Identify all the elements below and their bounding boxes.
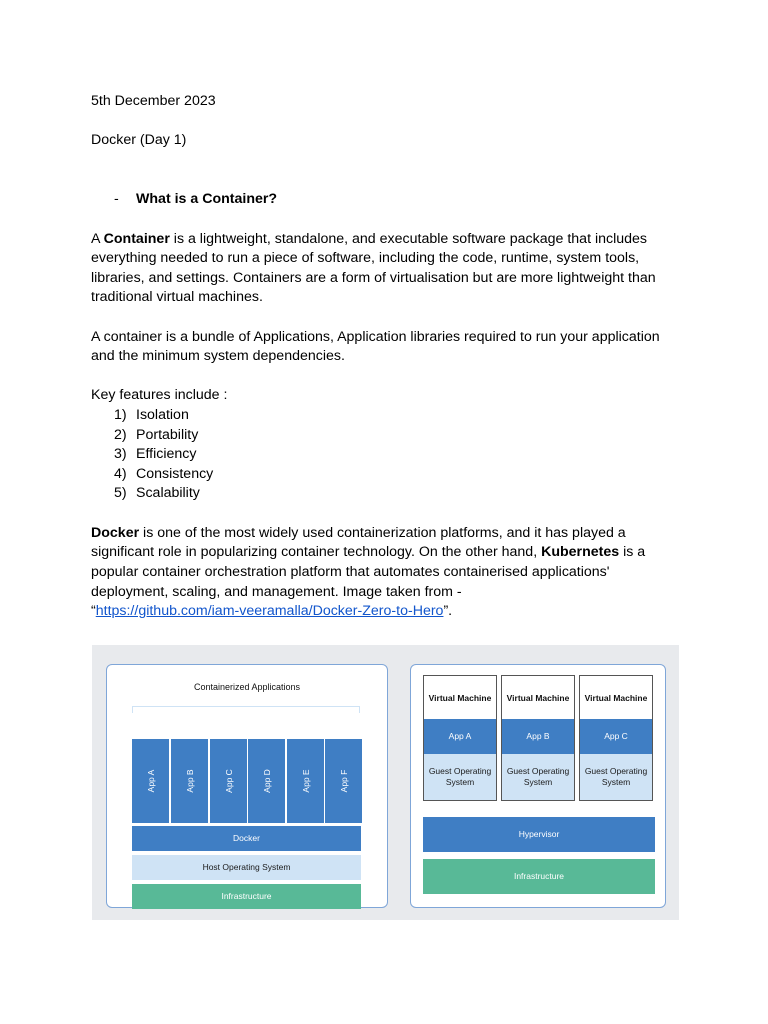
vm-app-block: App A — [424, 719, 496, 754]
infrastructure-layer: Infrastructure — [423, 859, 655, 894]
text: is a lightweight, standalone, and executable software package that includes — [169, 231, 648, 247]
list-number: 5) — [114, 485, 127, 501]
text: libraries, and settings. Containers are a form of virtualisation but are more lightweight than — [91, 270, 656, 286]
hypervisor-layer: Hypervisor — [423, 817, 655, 852]
text: everything needed to run a piece of software, including the code, runtime, system tools, — [91, 250, 640, 266]
apps-bracket — [132, 706, 360, 713]
virtual-machine-3 — [579, 675, 653, 801]
github-link[interactable]: https://github.com/iam-veeramalla/Docker-Zero-to-Hero — [95, 603, 444, 619]
app-label: App F — [338, 769, 349, 793]
vm-app-block: App B — [502, 719, 574, 754]
infrastructure-layer: Infrastructure — [132, 884, 361, 909]
list-item: Efficiency — [136, 446, 197, 462]
document-title: Docker (Day 1) — [91, 132, 187, 148]
list-item: Portability — [136, 427, 199, 443]
text: traditional virtual machines. — [91, 289, 263, 305]
text: A — [91, 231, 104, 247]
host-os-layer: Host Operating System — [132, 855, 361, 880]
bold-term-kubernetes: Kubernetes — [541, 544, 620, 560]
containers-panel — [106, 664, 388, 908]
guest-os-block: Guest Operating System — [580, 754, 652, 800]
app-d-block — [248, 739, 285, 823]
bold-term-docker: Docker — [91, 525, 140, 541]
app-f-block — [325, 739, 362, 823]
app-a-block — [132, 739, 169, 823]
text: popular container orchestration platform that automates containerised applications' — [91, 564, 610, 580]
container-vs-vm-diagram — [92, 645, 679, 920]
app-label: App B — [184, 769, 195, 793]
text: A container is a bundle of Applications, Application libraries required to run your application — [91, 329, 660, 345]
list-number: 2) — [114, 427, 127, 443]
app-label: App A — [145, 769, 156, 793]
document-date: 5th December 2023 — [91, 93, 216, 109]
list-item: Isolation — [136, 407, 189, 423]
list-number: 4) — [114, 466, 127, 482]
app-c-block — [210, 739, 247, 823]
vm-title: Virtual Machine — [584, 692, 648, 703]
app-b-block — [171, 739, 208, 823]
vm-title: Virtual Machine — [506, 692, 570, 703]
virtual-machines-panel — [410, 664, 666, 908]
list-number: 1) — [114, 407, 127, 423]
vm-app-block: App C — [580, 719, 652, 754]
text: and the minimum system dependencies. — [91, 348, 345, 364]
guest-os-block: Guest Operating System — [424, 754, 496, 800]
app-label: App E — [300, 769, 311, 793]
section-heading: What is a Container? — [136, 191, 278, 207]
vm-title: Virtual Machine — [428, 692, 492, 703]
list-item: Scalability — [136, 485, 200, 501]
text: is a — [619, 544, 646, 560]
list-number: 3) — [114, 446, 127, 462]
text: significant role in popularizing container technology. On the other hand, — [91, 544, 542, 560]
app-label: App D — [261, 769, 272, 793]
docker-layer: Docker — [132, 826, 361, 851]
virtual-machine-2 — [501, 675, 575, 801]
bold-term-container: Container — [103, 231, 170, 247]
quote-close: ”. — [443, 603, 453, 619]
text: is one of the most widely used containerization platforms, and it has played a — [139, 525, 626, 541]
app-label: App C — [223, 769, 234, 793]
virtual-machine-1 — [423, 675, 497, 801]
app-e-block — [287, 739, 324, 823]
containerized-applications-title: Containerized Applications — [193, 682, 301, 692]
quote-open: “ — [91, 603, 96, 619]
key-features-heading: Key features include : — [91, 387, 228, 403]
guest-os-block: Guest Operating System — [502, 754, 574, 800]
text: deployment, scaling, and management. Image taken from - — [91, 584, 462, 600]
list-item: Consistency — [136, 466, 214, 482]
section-bullet: - — [114, 191, 119, 207]
